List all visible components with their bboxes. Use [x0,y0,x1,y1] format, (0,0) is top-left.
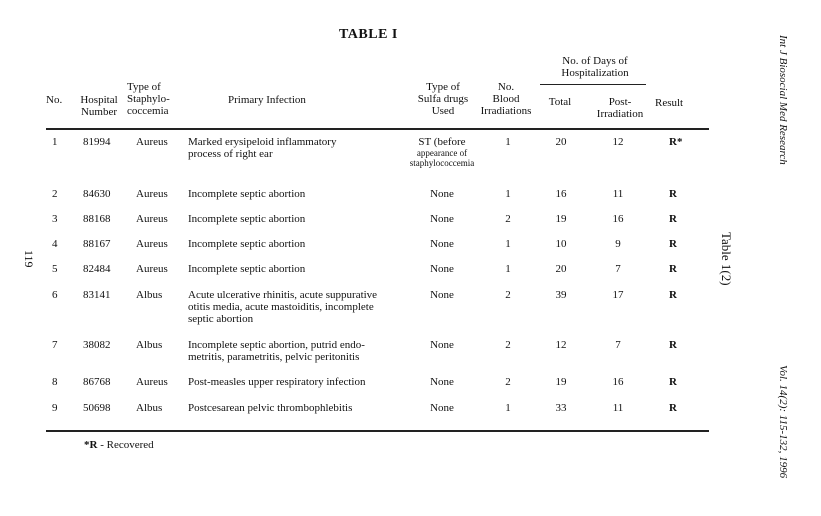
cell-infection [188,376,365,388]
infection-line: Incomplete septic abortion [188,238,306,250]
cell-infection [188,188,305,200]
cell-post: 9 [615,238,621,250]
infection-line: Postcesarean pelvic thrombophlebitis [188,402,353,414]
table-label: Table 1(2) [719,232,734,286]
cell-hosp: 81994 [83,136,111,148]
cell-total: 39 [555,289,567,301]
cell-sulfa [400,238,484,250]
cell-sulfa [400,136,484,168]
cell-infection [188,339,365,363]
cell-sulfa [400,339,484,351]
cell-blood: 1 [505,188,511,200]
cell-blood: 1 [505,238,511,250]
bottom-rule [46,430,709,432]
cell-blood: 1 [505,402,511,414]
header-no: No. [46,94,63,106]
cell-no: 8 [52,376,58,388]
cell-result: R [669,213,677,225]
cell-no: 4 [52,238,58,250]
table-title: TABLE I [339,27,398,42]
infection-line: otitis media, acute mastoiditis, incomplete [188,301,374,313]
cell-sulfa [400,188,484,200]
cell-result: R [669,339,677,351]
journal-name: Int J Biosocial Med Research [777,35,789,165]
cell-total: 16 [555,188,567,200]
cell-infection [188,263,305,275]
cell-hosp: 50698 [83,402,111,414]
cell-total: 33 [555,402,567,414]
cell-type: Albus [136,339,163,351]
cell-no: 6 [52,289,58,301]
cell-infection [188,289,377,325]
cell-blood: 2 [505,213,511,225]
cell-result: R* [669,136,683,148]
sulfa-line: None [430,402,454,414]
infection-line: metritis, parametritis, pelvic peritonitis [188,351,360,363]
sulfa-line: appearance of [416,148,468,158]
sulfa-line: None [430,188,454,200]
header-primary-infection: Primary Infection [228,94,306,106]
cell-post: 11 [612,402,624,414]
cell-hosp: 86768 [83,376,111,388]
cell-total: 10 [555,238,567,250]
cell-post: 17 [612,289,624,301]
cell-total: 19 [555,376,567,388]
cell-type: Aureus [136,188,168,200]
cell-no: 1 [52,136,58,148]
cell-result: R [669,238,677,250]
footnote-symbol: *R [84,439,98,451]
sulfa-line: None [430,289,454,301]
cell-infection [188,213,305,225]
cell-type: Aureus [136,376,168,388]
sulfa-line: ST (before [418,136,466,148]
cell-sulfa [400,263,484,275]
infection-line: Incomplete septic abortion [188,213,306,225]
header-type-staph: Type of Staphylo- coccemia [127,81,170,117]
cell-hosp: 88168 [83,213,111,225]
cell-no: 5 [52,263,58,275]
header-sulfa: Type of Sulfa drugs Used [417,81,469,117]
infection-line: Acute ulcerative rhinitis, acute suppurative [188,289,378,301]
cell-result: R [669,402,677,414]
footnote [84,439,154,451]
cell-post: 16 [612,213,624,225]
cell-result: R [669,188,677,200]
cell-total: 20 [555,263,567,275]
cell-hosp: 38082 [83,339,111,351]
cell-blood: 2 [505,289,511,301]
cell-infection [188,402,352,414]
cell-total: 19 [555,213,567,225]
cell-total: 20 [555,136,567,148]
header-hospital-number: Hospital Number [80,94,118,118]
cell-blood: 2 [505,339,511,351]
infection-line: Incomplete septic abortion [188,188,306,200]
infection-line: septic abortion [188,313,254,325]
cell-sulfa [400,376,484,388]
infection-line: process of right ear [188,148,273,160]
infection-line: Marked erysipeloid inflammatory [188,136,337,148]
sulfa-line: None [430,263,454,275]
group-rule [540,84,646,85]
cell-post: 7 [615,263,621,275]
page-number: 119 [22,250,36,268]
cell-type: Aureus [136,136,168,148]
cell-sulfa [400,289,484,301]
header-blood-irradiations: No. Blood Irradiations [480,81,532,117]
cell-hosp: 83141 [83,289,111,301]
header-rule [46,128,709,130]
infection-line: Incomplete septic abortion, putrid endo- [188,339,365,351]
cell-type: Aureus [136,213,168,225]
cell-type: Albus [136,289,163,301]
cell-post: 7 [615,339,621,351]
cell-no: 9 [52,402,58,414]
cell-hosp: 84630 [83,188,111,200]
cell-type: Aureus [136,263,168,275]
cell-post: 16 [612,376,624,388]
header-days-group: No. of Days of Hospitalization [561,55,629,79]
footnote-text: - Recovered [97,439,154,451]
cell-hosp: 88167 [83,238,111,250]
sulfa-line: staphylococcemia [409,158,475,168]
cell-hosp: 82484 [83,263,111,275]
cell-post: 11 [612,188,624,200]
cell-post: 12 [612,136,624,148]
cell-blood: 1 [505,136,511,148]
cell-result: R [669,263,677,275]
cell-total: 12 [555,339,567,351]
sulfa-line: None [430,339,454,351]
cell-result: R [669,289,677,301]
header-post-irradiation: Post- Irradiation [596,96,644,120]
volume-info: Vol. 14(2): 115-132, 1996 [777,365,789,479]
infection-line: Incomplete septic abortion [188,263,306,275]
cell-type: Aureus [136,238,168,250]
cell-no: 7 [52,339,58,351]
cell-result: R [669,376,677,388]
cell-infection [188,136,336,160]
cell-infection [188,238,305,250]
sulfa-line: None [430,376,454,388]
header-result: Result [655,97,684,109]
cell-sulfa [400,402,484,414]
sulfa-line: None [430,238,454,250]
header-total: Total [548,96,572,108]
cell-type: Albus [136,402,163,414]
cell-sulfa [400,213,484,225]
cell-blood: 1 [505,263,511,275]
cell-blood: 2 [505,376,511,388]
cell-no: 3 [52,213,58,225]
infection-line: Post-measles upper respiratory infection [188,376,366,388]
cell-no: 2 [52,188,58,200]
sulfa-line: None [430,213,454,225]
